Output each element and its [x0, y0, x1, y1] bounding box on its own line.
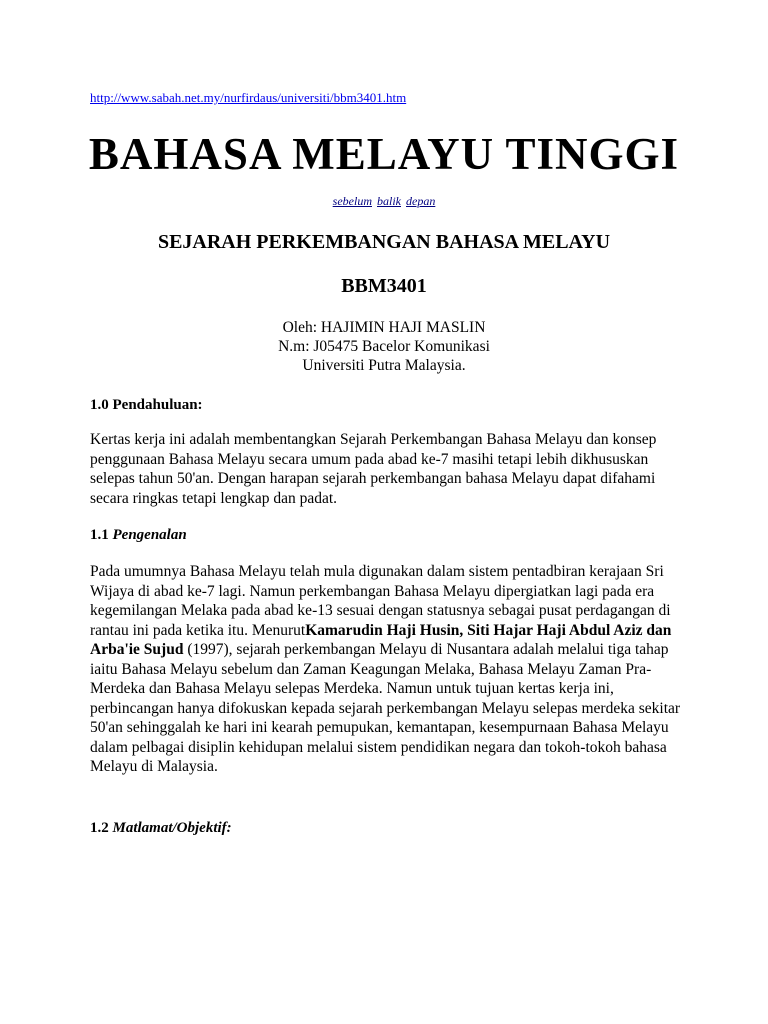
author-block — [0, 318, 768, 375]
paragraph-text: Pada umumnya Bahasa Melayu telah mula digunakan dalam sistem pentadbiran kerajaan Sri Wijaya di abad ke-7 lagi. Namun perkembangan Bahasa Melayu dipergiatkan lagi pada era kegemilangan Melaka pada abad ke-13 sesuai dengan statusnya sebagai pusat perdagangan di rantau ini pada ketika itu. Menurut — [90, 563, 671, 639]
section-title: Matlamat/Objektif: — [112, 820, 232, 836]
paragraph-pengenalan — [90, 562, 690, 777]
section-number: 1.1 — [90, 527, 109, 543]
section-heading-pendahuluan: 1.0 Pendahuluan: — [90, 397, 203, 413]
nav-next-link[interactable]: depan — [406, 194, 436, 208]
paragraph-text: (1997), sejarah perkembangan Melayu di Nusantara adalah melalui tiga tahap iaitu Bahasa Melayu sebelum dan Zaman Keagungan Melaka, Bahasa Melayu Zaman Pra-Merdeka dan Bahasa Melayu selepas Merdeka. Namun untuk tujuan kertas kerja ini, perbincangan hanya difokuskan kepada sejarah perkembangan Melayu selepas merdeka sekitar 50'an sehinggalah ke hari ini kearah pemupukan, kemantapan, kesempurnaan Bahasa Melayu dalam pelbagai disiplin kehidupan melalui sistem pendidikan negara dan tokoh-tokoh bahasa Melayu di Malaysia. — [90, 641, 681, 775]
page-navigation — [0, 194, 768, 209]
section-heading-pengenalan — [90, 527, 187, 544]
section-heading-matlamat — [90, 820, 232, 837]
cited-authors: Kamarudin Haji Husin, Siti Hajar Haji Abdul Aziz dan Arba'ie Sujud — [90, 621, 672, 658]
author-university: Universiti Putra Malaysia. — [302, 357, 466, 374]
nav-back-link[interactable]: balik — [377, 194, 401, 208]
page-title: BAHASA MELAYU TINGGI — [88, 129, 680, 179]
author-name: Oleh: HAJIMIN HAJI MASLIN — [282, 319, 486, 336]
section-title: Pengenalan — [112, 527, 187, 543]
section-number: 1.2 — [90, 820, 109, 836]
document-subtitle: SEJARAH PERKEMBANGAN BAHASA MELAYU — [157, 231, 611, 253]
paragraph-pendahuluan: Kertas kerja ini adalah membentangkan Sejarah Perkembangan Bahasa Melayu dan konsep penggunaan Bahasa Melayu secara umum pada abad ke-7 masihi tetapi lebih dikhususkan selepas tahun 50'an. Dengan harapan sejarah perkembangan bahasa Melayu dapat difahami secara ringkas tetapi lengkap dan padat. — [90, 431, 657, 507]
nav-prev-link[interactable]: sebelum — [332, 194, 372, 208]
author-matric: N.m: J05475 Bacelor Komunikasi — [278, 338, 490, 355]
course-code: BBM3401 — [341, 275, 427, 297]
source-url-link[interactable]: http://www.sabah.net.my/nurfirdaus/universiti/bbm3401.htm — [90, 90, 407, 105]
